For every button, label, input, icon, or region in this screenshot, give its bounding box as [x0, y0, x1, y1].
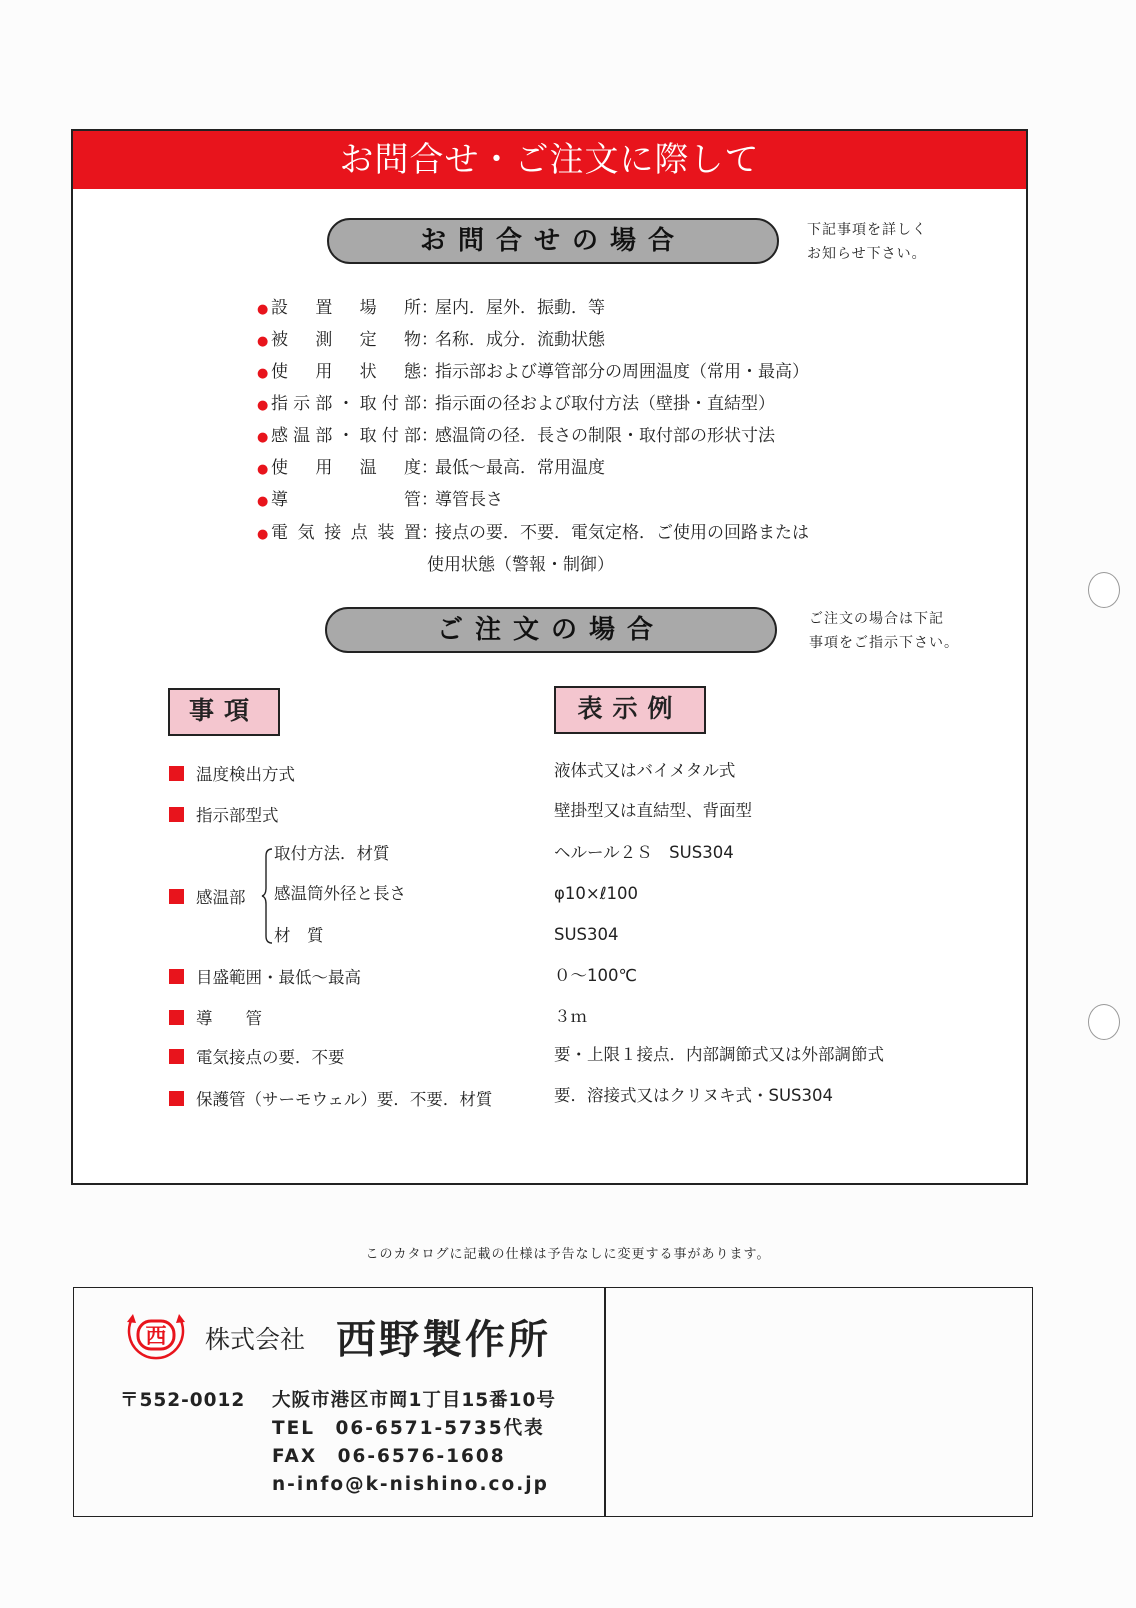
colon: ： — [421, 458, 438, 478]
order-example: ０～100℃ — [554, 966, 638, 985]
inquiry-item-value: 最低～最高．常用温度 — [435, 458, 605, 478]
company-prefix: 株式会社 — [205, 1325, 306, 1354]
order-note — [809, 607, 959, 655]
colon: ： — [421, 394, 438, 414]
order-example: 壁掛型又は直結型、背面型 — [554, 801, 752, 820]
order-note-line: ご注文の場合は下記 — [809, 611, 944, 627]
example-column-header: 表示例 — [554, 686, 706, 734]
inquiry-header: お問合せの場合 — [327, 218, 779, 264]
company-logo-icon — [121, 1305, 191, 1367]
order-example: 要．溶接式又はクリヌキ式・SUS304 — [554, 1086, 834, 1105]
inquiry-item-value: 感温筒の径．長さの制限・取付部の形状寸法 — [435, 426, 775, 446]
order-item-label: 指示部型式 — [196, 806, 279, 825]
square-bullet-icon — [169, 969, 184, 984]
sensor-sub-label: 材 質 — [274, 926, 324, 945]
fax-number: FAX 06-6576-1608 — [272, 1446, 506, 1467]
bullet-icon: ● — [257, 398, 269, 413]
inquiry-item-continuation: 使用状態（警報・制御） — [427, 555, 614, 575]
sensor-sub-label: 感温筒外径と長さ — [274, 884, 406, 903]
colon: ： — [421, 426, 438, 446]
inquiry-item-label: 被測定物 — [271, 330, 421, 350]
items-column-header: 事項 — [168, 688, 280, 736]
bullet-icon: ● — [257, 366, 269, 381]
inquiry-item — [257, 356, 809, 388]
inquiry-item — [257, 292, 605, 324]
order-item-label: 感温部 — [196, 888, 246, 907]
company-name: 西野製作所 — [336, 1317, 551, 1363]
order-item — [169, 1085, 492, 1115]
square-bullet-icon — [169, 889, 184, 904]
colon: ： — [421, 490, 438, 510]
brace-icon — [261, 848, 273, 944]
order-example: ３ｍ — [554, 1007, 587, 1026]
order-example: φ10×ℓ100 — [554, 884, 639, 903]
bullet-icon: ● — [257, 334, 269, 349]
colon: ： — [421, 298, 438, 318]
colon: ： — [421, 362, 438, 382]
page-title: お問合せ・ご注文に際して — [73, 131, 1026, 189]
square-bullet-icon — [169, 807, 184, 822]
order-example: ヘルール２Ｓ SUS304 — [554, 843, 734, 862]
inquiry-note — [807, 218, 927, 266]
order-example: SUS304 — [554, 925, 619, 944]
inquiry-item-value: 導管長さ — [435, 490, 503, 510]
inquiry-item-value: 名称．成分．流動状態 — [435, 330, 605, 350]
order-example: 要・上限１接点．内部調節式又は外部調節式 — [554, 1045, 884, 1064]
order-item — [169, 760, 295, 790]
inquiry-item-value: 屋内．屋外．振動．等 — [435, 298, 605, 318]
inquiry-note-line: 下記事項を詳しく — [807, 222, 927, 238]
order-item-label: 電気接点の要．不要 — [196, 1048, 345, 1067]
postal-code: 〒552-0012 — [120, 1390, 246, 1411]
inquiry-item — [257, 420, 775, 452]
colon: ： — [421, 330, 438, 350]
address: 大阪市港区市岡1丁目15番10号 — [272, 1390, 556, 1411]
order-item — [169, 1004, 262, 1034]
logo-char: 西 — [145, 1324, 167, 1348]
inquiry-item-label: 電気接点装置 — [271, 523, 421, 543]
inquiry-item — [257, 484, 503, 516]
square-bullet-icon — [169, 766, 184, 781]
order-item-label: 保護管（サーモウェル）要．不要．材質 — [196, 1090, 493, 1109]
colon: ： — [421, 523, 438, 543]
inquiry-note-line: お知らせ下さい。 — [807, 246, 927, 262]
inquiry-item-label: 指示部・取付部 — [271, 394, 421, 414]
order-item — [169, 963, 361, 993]
sensor-sub-label: 取付方法．材質 — [274, 844, 390, 863]
inquiry-item — [257, 388, 775, 420]
inquiry-item-label: 導管 — [271, 490, 421, 510]
inquiry-item-label: 使用温度 — [271, 458, 421, 478]
email-link[interactable]: n-info@k-nishino.co.jp — [272, 1474, 549, 1495]
inquiry-item — [257, 452, 605, 484]
order-example: 液体式又はバイメタル式 — [554, 761, 736, 780]
inquiry-item-label: 設置場所 — [271, 298, 421, 318]
order-item-label: 導 管 — [196, 1009, 262, 1028]
bullet-icon: ● — [257, 462, 269, 477]
punch-hole — [1088, 572, 1120, 608]
inquiry-item — [257, 517, 809, 549]
inquiry-item-label: 使用状態 — [271, 362, 421, 382]
footer-divider — [604, 1287, 606, 1517]
bullet-icon: ● — [257, 494, 269, 509]
punch-hole — [1088, 1004, 1120, 1040]
bullet-icon: ● — [257, 430, 269, 445]
order-item — [169, 801, 279, 831]
square-bullet-icon — [169, 1049, 184, 1064]
square-bullet-icon — [169, 1091, 184, 1106]
inquiry-item-value: 接点の要．不要．電気定格．ご使用の回路または — [435, 523, 809, 543]
disclaimer: このカタログに記載の仕様は予告なしに変更する事があります。 — [365, 1247, 771, 1262]
bullet-icon: ● — [257, 302, 269, 317]
order-item-label: 目盛範囲・最低～最高 — [196, 968, 361, 987]
square-bullet-icon — [169, 1010, 184, 1025]
order-item — [169, 883, 246, 913]
inquiry-item-value: 指示面の径および取付方法（壁掛・直結型） — [435, 394, 775, 414]
inquiry-item-label: 感温部・取付部 — [271, 426, 421, 446]
order-header: ご注文の場合 — [325, 607, 777, 653]
phone-number: TEL 06-6571-5735代表 — [272, 1418, 545, 1439]
order-note-line: 事項をご指示下さい。 — [809, 635, 959, 651]
inquiry-item-value: 指示部および導管部分の周囲温度（常用・最高） — [435, 362, 809, 382]
inquiry-item — [257, 324, 605, 356]
order-item — [169, 1043, 345, 1073]
bullet-icon: ● — [257, 527, 269, 542]
order-item-label: 温度検出方式 — [196, 765, 295, 784]
